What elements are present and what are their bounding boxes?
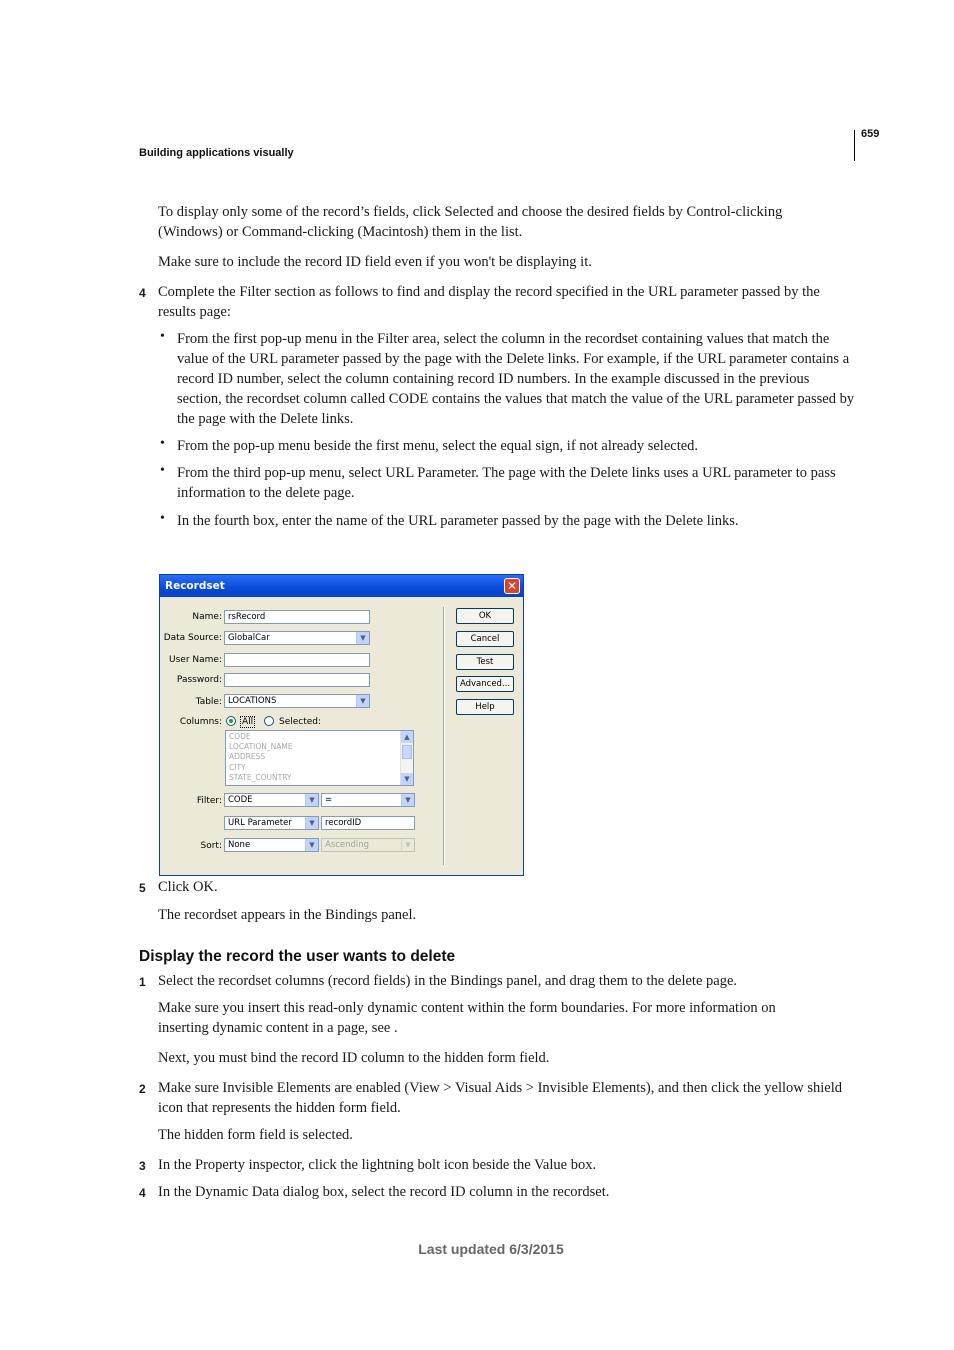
step-text: Click OK. <box>158 879 218 895</box>
list-item[interactable]: ADDRESS <box>229 752 266 761</box>
columns-listbox[interactable] <box>225 730 414 786</box>
dialog-title: Recordset <box>165 580 225 592</box>
name-label: Name: <box>192 612 222 622</box>
ok-button[interactable]: OK <box>456 608 514 624</box>
radio-selected-label: Selected: <box>279 717 322 727</box>
chevron-down-icon: ▼ <box>356 632 369 644</box>
advanced-button[interactable]: Advanced... <box>456 676 514 692</box>
filter-label: Filter: <box>196 796 222 806</box>
step-note: The hidden form field is selected. <box>158 1127 353 1143</box>
step-number: 3 <box>139 1159 146 1173</box>
header-rule <box>854 130 855 161</box>
intro-paragraph-1: To display only some of the record’s fields, click Selected and choose the desired fields by Control-clicking (Windows) or Command-clicking (Macintosh) them in the list. <box>158 204 783 240</box>
step-number: 5 <box>139 881 146 895</box>
cancel-button[interactable]: Cancel <box>456 631 514 647</box>
intro-paragraph-2: Make sure to include the record ID field even if you won't be displaying it. <box>158 254 592 270</box>
columns-label: Columns: <box>179 717 222 727</box>
step-text: In the Dynamic Data dialog box, select the record ID column in the recordset. <box>158 1184 610 1200</box>
bullet: • <box>160 511 165 526</box>
filter-column-value: CODE <box>228 795 253 805</box>
step-text: Complete the Filter section as follows to find and display the record specified in the URL parameter passed by the results page: <box>158 284 820 320</box>
step-number: 2 <box>139 1082 146 1096</box>
bullet: • <box>160 329 165 344</box>
password-input[interactable] <box>224 673 370 687</box>
step-text: In the Property inspector, click the lightning bolt icon beside the Value box. <box>158 1157 597 1173</box>
step-text: Select the recordset columns (record fields) in the Bindings panel, and drag them to the delete page. <box>158 973 738 989</box>
step-note: Make sure you insert this read-only dynamic content within the form boundaries. For more information on inserting dynamic content in a page, see . <box>158 1000 776 1036</box>
chevron-down-icon: ▼ <box>401 839 414 851</box>
radio-all[interactable] <box>226 716 236 726</box>
list-item[interactable]: STATE_COUNTRY <box>229 773 292 782</box>
scroll-thumb[interactable] <box>402 745 412 759</box>
recordset-dialog <box>159 574 524 876</box>
radio-selected[interactable] <box>264 716 274 726</box>
filter-source-select[interactable] <box>224 816 319 830</box>
page-number: 659 <box>861 128 880 140</box>
filter-operator-value: = <box>325 795 333 805</box>
scrollbar[interactable] <box>400 731 413 785</box>
list-item[interactable]: CITY <box>229 763 246 772</box>
sort-column-value: None <box>228 840 251 850</box>
step-number: 1 <box>139 975 146 989</box>
test-button[interactable]: Test <box>456 654 514 670</box>
filter-column-select[interactable] <box>224 793 319 807</box>
step-note: The recordset appears in the Bindings panel. <box>158 907 417 923</box>
step-text: Make sure Invisible Elements are enabled (View > Visual Aids > Invisible Elements), and then click the yellow shield icon that represents the hidden form field. <box>158 1080 842 1116</box>
table-value: LOCATIONS <box>228 696 277 706</box>
section-heading: Display the record the user wants to delete <box>139 948 456 965</box>
list-item[interactable]: CODE <box>229 732 251 741</box>
step-number: 4 <box>139 286 146 300</box>
chevron-down-icon: ▼ <box>401 794 414 806</box>
bullet: • <box>160 463 165 478</box>
data-source-select[interactable] <box>224 631 370 645</box>
list-item[interactable]: LOCATION_NAME <box>229 742 293 751</box>
chevron-down-icon: ▼ <box>305 794 318 806</box>
filter-param-input[interactable]: recordID <box>321 816 415 830</box>
user-name-label: User Name: <box>169 655 222 665</box>
chevron-down-icon: ▼ <box>305 839 318 851</box>
scroll-up-icon[interactable]: ▲ <box>401 731 413 743</box>
chevron-down-icon: ▼ <box>356 695 369 707</box>
footer <box>0 1241 954 1257</box>
bullet: • <box>160 436 165 451</box>
divider <box>443 607 445 865</box>
sort-label: Sort: <box>200 841 222 851</box>
last-updated: Last updated 6/3/2015 <box>418 1241 564 1257</box>
step-note: Next, you must bind the record ID column to the hidden form field. <box>158 1050 550 1066</box>
bullet-text: From the third pop-up menu, select URL Parameter. The page with the Delete links uses a URL parameter to pass information to the delete page. <box>177 465 836 501</box>
close-icon[interactable]: ✕ <box>504 578 520 594</box>
user-name-input[interactable] <box>224 653 370 667</box>
table-select[interactable] <box>224 694 370 708</box>
filter-source-value: URL Parameter <box>228 818 292 828</box>
bullet-text: From the first pop-up menu in the Filter area, select the column in the recordset containing values that match the value of the URL parameter passed by the page with the Delete links. For example, if the URL parameter contains a record ID number, select the column containing record ID numbers. In the example discussed in the previous section, the recordset column called CODE contains the values that match the value of the URL parameter passed by the page with the Delete links. <box>177 331 855 427</box>
dialog-title-bar <box>160 575 523 597</box>
bullet-text: In the fourth box, enter the name of the URL parameter passed by the page with the Delete links. <box>177 513 739 529</box>
bullet-text: From the pop-up menu beside the first menu, select the equal sign, if not already selected. <box>177 438 699 454</box>
data-source-label: Data Source: <box>163 633 222 643</box>
chevron-down-icon: ▼ <box>305 817 318 829</box>
step-number: 4 <box>139 1186 146 1200</box>
name-input[interactable]: rsRecord <box>224 610 370 624</box>
section-title: Building applications visually <box>139 147 294 159</box>
password-label: Password: <box>176 675 222 685</box>
radio-all-label: All <box>242 717 254 727</box>
sort-order-value: Ascending <box>325 840 370 850</box>
scroll-down-icon[interactable]: ▼ <box>401 773 413 785</box>
help-button[interactable]: Help <box>456 699 514 715</box>
filter-operator-select[interactable] <box>321 793 415 807</box>
sort-order-select <box>321 838 415 852</box>
sort-column-select[interactable] <box>224 838 319 852</box>
data-source-value: GlobalCar <box>228 633 270 643</box>
table-label: Table: <box>195 697 222 707</box>
